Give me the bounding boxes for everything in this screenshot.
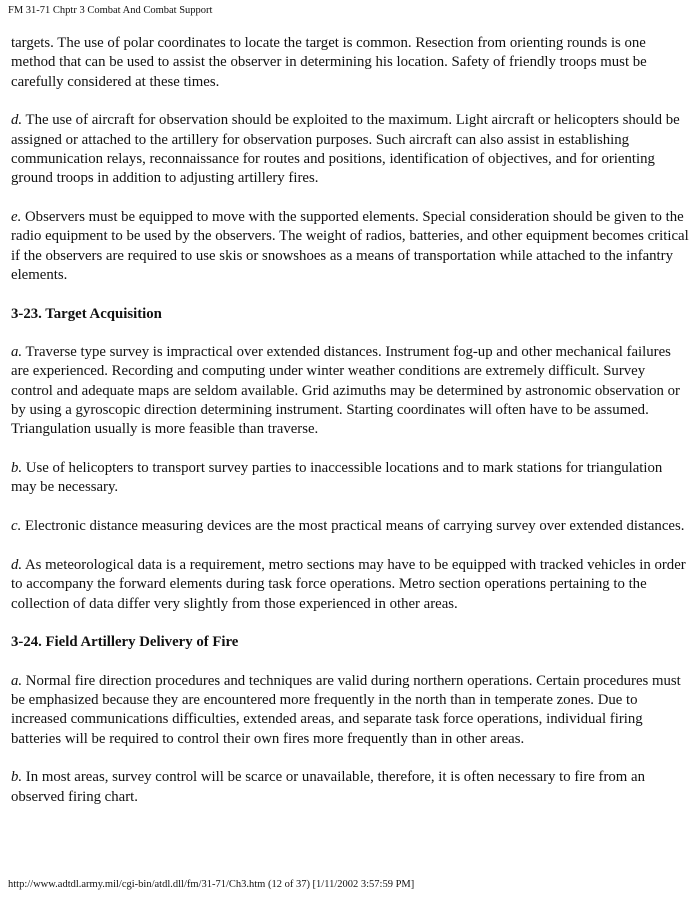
section-3-23-paragraph-a: [11, 343, 689, 439]
document-body: [11, 34, 689, 826]
paragraph-text: Traverse type survey is impractical over extended distances. Instrument fog-up and other mechanical failures are experienced. Recording and computing under winter weather conditions are extremely difficult. Survey control and adequate maps are seldom available. Grid azimuths may be determined by astronomic observation or by using a gyroscopic direction determining instrument. Starting coordinates will often have to be assumed. Triangulation usually is more feasible than traverse.: [11, 344, 680, 438]
paragraph-text: Use of helicopters to transport survey parties to inaccessible locations and to mark stations for triangulation may be necessary.: [11, 460, 663, 496]
section-3-23-paragraph-c: [11, 517, 689, 536]
paragraph-letter: d.: [11, 112, 23, 129]
paragraph-e: [11, 208, 689, 285]
source-url: http://www.adtdl.army.mil/cgi-bin/atdl.dll/fm/31-71/Ch3.htm (12 of 37) [1/11/2002 3:57:59 PM]: [8, 879, 415, 890]
paragraph-letter: b.: [11, 769, 23, 786]
paragraph-letter: c.: [11, 518, 22, 535]
paragraph-text: In most areas, survey control will be scarce or unavailable, therefore, it is often necessary to fire from an observed firing chart.: [11, 769, 645, 805]
section-3-23-paragraph-d: [11, 556, 689, 614]
paragraph-letter: a.: [11, 672, 23, 689]
paragraph-text: Observers must be equipped to move with the supported elements. Special consideration should be given to the radio equipment to be used by the observers. The weight of radios, batteries, and other equipment becomes critical if the observers are required to use skis or snowshoes as a means of transportation while attached to the infantry elements.: [11, 209, 689, 283]
paragraph-text: Electronic distance measuring devices are the most practical means of carrying survey over extended distances.: [21, 518, 685, 535]
paragraph-text: The use of aircraft for observation should be exploited to the maximum. Light aircraft or helicopters should be assigned or attached to the artillery for observation purposes. Such aircraft can also assist in establishing communication relays, reconnaissance for routes and positions, identification of objectives, and for orienting ground troops in addition to adjusting artillery fires.: [11, 112, 680, 187]
section-3-24-paragraph-b: [11, 768, 689, 807]
paragraph-text: Normal fire direction procedures and techniques are valid during northern operations. Certain procedures must be emphasized because they are encountered more frequently in the north than in temperate zones. Due to increased communications difficulties, extended areas, and separate task force operations, individual firing batteries will be required to control their own fires more frequently than in other areas.: [11, 672, 681, 747]
paragraph-letter: d.: [11, 556, 23, 573]
paragraph-letter: e.: [11, 209, 22, 226]
paragraph-text: As meteorological data is a requirement, metro sections may have to be equipped with tracked vehicles in order to accompany the forward elements during task force operations. Metro section operations pertaining to the collection of data differ very slightly from those experienced in other areas.: [11, 556, 686, 612]
page-footer: [8, 878, 414, 891]
paragraph-letter: a.: [11, 344, 23, 361]
paragraph-text: targets. The use of polar coordinates to locate the target is common. Resection from orienting rounds is one method that can be used to assist the observer in determining his location. Safety of friendly troops must be carefully considered at these times.: [11, 35, 647, 90]
section-heading-3-24: 3-24. Field Artillery Delivery of Fire: [11, 634, 239, 651]
page-header: [8, 4, 212, 17]
intro-paragraph: [11, 34, 689, 92]
paragraph-letter: b.: [11, 460, 23, 477]
section-3-23-paragraph-b: [11, 459, 689, 498]
section-3-24-paragraph-a: [11, 672, 689, 749]
section-heading-3-23: 3-23. Target Acquisition: [11, 305, 162, 322]
document-title: FM 31-71 Chptr 3 Combat And Combat Support: [8, 5, 213, 16]
paragraph-d: [11, 111, 689, 188]
